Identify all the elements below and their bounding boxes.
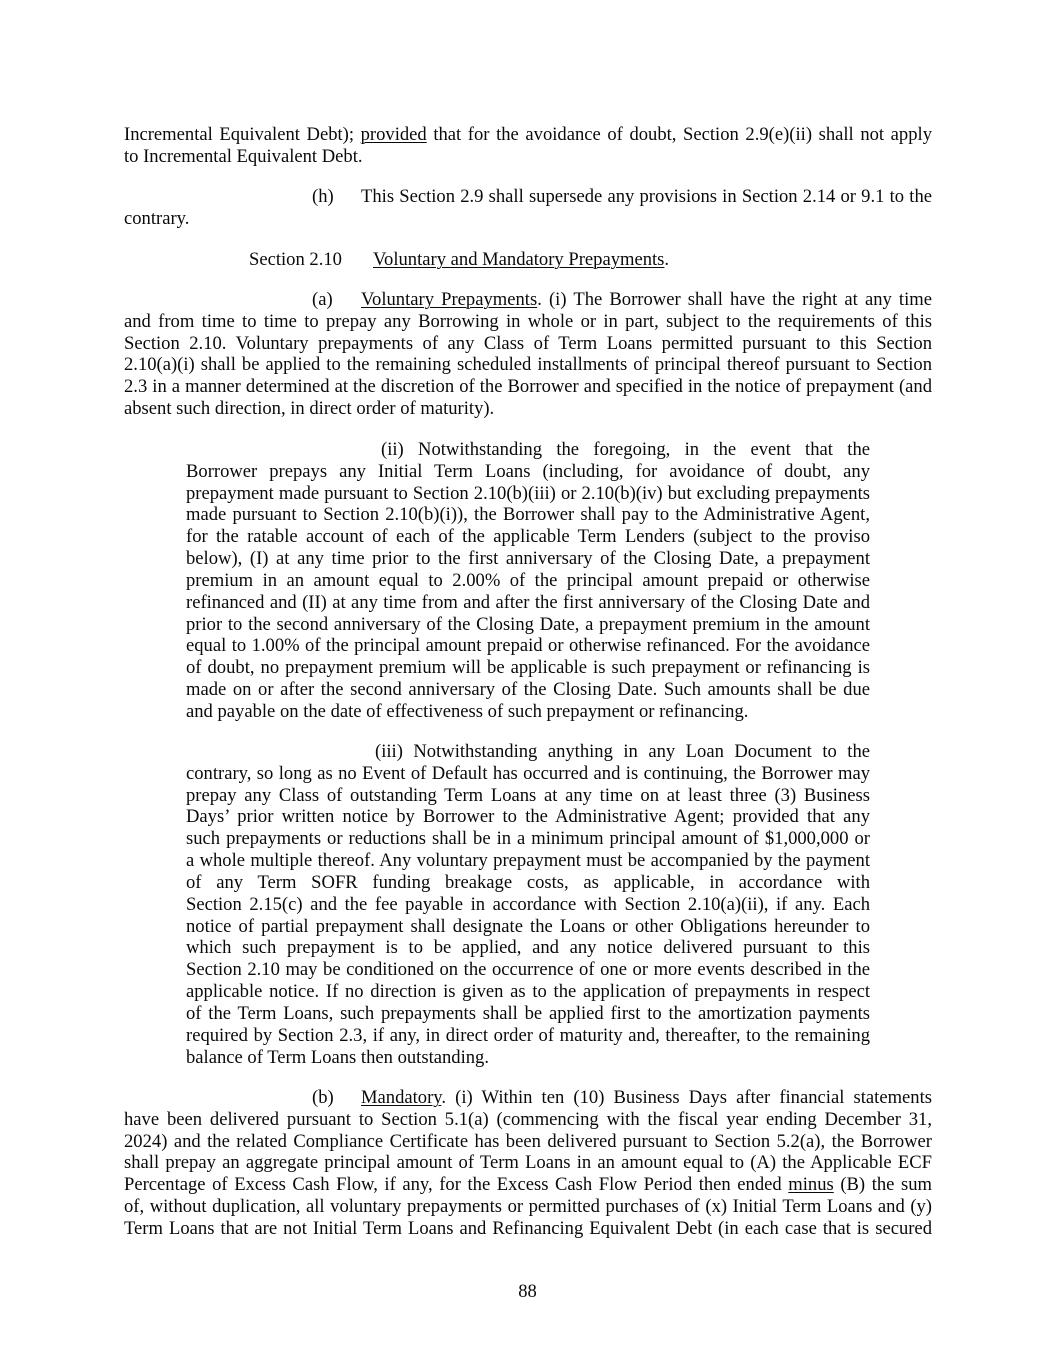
text-line: prepay any Class of outstanding Term Loans at any time on at least three (3) Business: [186, 784, 870, 806]
text-line: Section 2.15(c) and the fee payable in accordance with Section 2.10(a)(ii), if any. Each: [186, 893, 870, 915]
section-number: Section 2.10: [249, 249, 342, 270]
text-line: contrary, so long as no Event of Default has occurred and is continuing, the Borrower may: [186, 762, 870, 784]
text-segment: . (i) Within ten (10) Business Days after financial statements: [441, 1087, 932, 1108]
text-line: prior to the second anniversary of the Closing Date, a prepayment premium in the amount: [186, 613, 870, 635]
paragraph-2-10-a-iii: [0, 741, 1055, 1068]
section-title: Voluntary and Mandatory Prepayments: [373, 249, 665, 270]
text-line: 2024) and the related Compliance Certificate has been delivered pursuant to Section 5.2(a), the Borrower: [124, 1130, 932, 1152]
text-line: premium in an amount equal to 2.00% of the principal amount prepaid or otherwise: [186, 569, 870, 591]
text-line: refinanced and (II) at any time from and after the first anniversary of the Closing Date and: [186, 591, 870, 613]
text-segment: that for the avoidance of doubt, Section 2.9(e)(ii) shall not apply: [426, 124, 932, 145]
text-line: of the Term Loans, such prepayments shall be applied first to the amortization payments: [186, 1002, 870, 1024]
text-line: notice of partial prepayment shall designate the Loans or other Obligations hereunder to: [186, 915, 870, 937]
text-line: Section 2.10 may be conditioned on the occurrence of one or more events described in the: [186, 959, 870, 981]
clause-label: (b): [312, 1087, 334, 1108]
text-line: This Section 2.9 shall supersede any provisions in Section 2.14 or 9.1 to the: [361, 186, 932, 207]
text-line: Term Loans that are not Initial Term Loans and Refinancing Equivalent Debt (in each case that is secured: [124, 1217, 932, 1239]
text-line: 2.3 in a manner determined at the discretion of the Borrower and specified in the notice of prepayment (and: [124, 376, 932, 398]
underlined-term: provided: [360, 124, 427, 145]
text-line: have been delivered pursuant to Section 5.1(a) (commencing with the fiscal year ending December 31,: [124, 1108, 932, 1130]
text-line: [124, 1174, 932, 1196]
text-line: shall prepay an aggregate principal amount of Term Loans in an amount equal to (A) the Applicable ECF: [124, 1152, 932, 1174]
text-line: 2.10(a)(i) shall be applied to the remaining scheduled installments of principal thereof pursuant to Section: [124, 354, 932, 376]
text-line: Borrower prepays any Initial Term Loans (including, for avoidance of doubt, any: [186, 460, 870, 482]
clause-heading: Voluntary Prepayments: [361, 289, 538, 310]
text-line: made pursuant to Section 2.10(b)(i)), the Borrower shall pay to the Administrative Agent,: [186, 504, 870, 526]
text-segment: Incremental Equivalent Debt);: [124, 124, 361, 145]
paragraph-2-10-b: [0, 1087, 1055, 1240]
text-line: of doubt, no prepayment premium will be applicable is such prepayment or refinancing is: [186, 657, 870, 679]
text-line: made on or after the second anniversary of the Closing Date. Such amounts shall be due: [186, 679, 870, 701]
text-line: (iii) Notwithstanding anything in any Loan Document to the: [375, 741, 870, 762]
text-line: for the ratable account of each of the applicable Term Lenders (subject to the proviso: [186, 526, 870, 548]
text-line: below), (I) at any time prior to the first anniversary of the Closing Date, a prepayment: [186, 548, 870, 570]
page-number: 88: [518, 1281, 537, 1302]
text-line: such prepayments or reductions shall be in a minimum principal amount of $1,000,000 or: [186, 828, 870, 850]
text-line: [361, 1087, 932, 1109]
clause-label: (h): [312, 186, 334, 207]
text-line: [361, 289, 932, 311]
underlined-term: minus: [788, 1174, 834, 1196]
paragraph-2-9-h: [0, 186, 1055, 230]
section-title-wrap: [373, 249, 669, 271]
paragraph-continuation: [0, 124, 1055, 168]
text-line: which such prepayment is to be applied, and any notice delivered pursuant to this: [186, 937, 870, 959]
clause-label: (a): [312, 289, 333, 310]
text-segment: . (i) The Borrower shall have the right at any time: [537, 289, 932, 310]
paragraph-2-10-a: [0, 289, 1055, 420]
text-line: a whole multiple thereof. Any voluntary prepayment must be accompanied by the payment: [186, 850, 870, 872]
heading-line: [0, 249, 1055, 271]
text-line: absent such direction, in direct order of maturity).: [124, 398, 495, 420]
text-line: applicable notice. If no direction is given as to the application of prepayments in respect: [186, 981, 870, 1003]
text-line: required by Section 2.3, if any, in direct order of maturity and, thereafter, to the remaining: [186, 1024, 870, 1046]
text-segment: (B) the sum: [833, 1174, 932, 1196]
paragraph-2-10-a-ii: [0, 439, 1055, 723]
text-line: equal to 1.00% of the principal amount prepaid or otherwise refinanced. For the avoidance: [186, 635, 870, 657]
text-line: balance of Term Loans then outstanding.: [186, 1046, 490, 1068]
text-line: (ii) Notwithstanding the foregoing, in the event that the: [381, 439, 870, 460]
section-heading: [0, 249, 1055, 271]
text-line: of any Term SOFR funding breakage costs, as applicable, in accordance with: [186, 871, 870, 893]
text-line: and payable on the date of effectiveness of such prepayment or refinancing.: [186, 700, 749, 722]
clause-heading: Mandatory: [361, 1087, 442, 1108]
text-line: prepayment made pursuant to Section 2.10(b)(iii) or 2.10(b)(iv) but excluding prepayments: [186, 482, 870, 504]
text-line: of, without duplication, all voluntary prepayments or permitted purchases of (x) Initial Term Loans and (y): [124, 1196, 932, 1218]
text-line: Section 2.10. Voluntary prepayments of any Class of Term Loans permitted pursuant to this Section: [124, 332, 932, 354]
text-segment: Percentage of Excess Cash Flow, if any, for the Excess Cash Flow Period then ended: [124, 1174, 789, 1196]
text-line: [124, 124, 932, 146]
text-line: contrary.: [124, 207, 190, 229]
section-title-end: .: [664, 249, 670, 270]
text-line: to Incremental Equivalent Debt.: [124, 145, 363, 167]
text-line: Days’ prior written notice by Borrower to the Administrative Agent; provided that any: [186, 806, 870, 828]
text-line: and from time to time to prepay any Borrowing in whole or in part, subject to the requirements of this: [124, 310, 932, 332]
